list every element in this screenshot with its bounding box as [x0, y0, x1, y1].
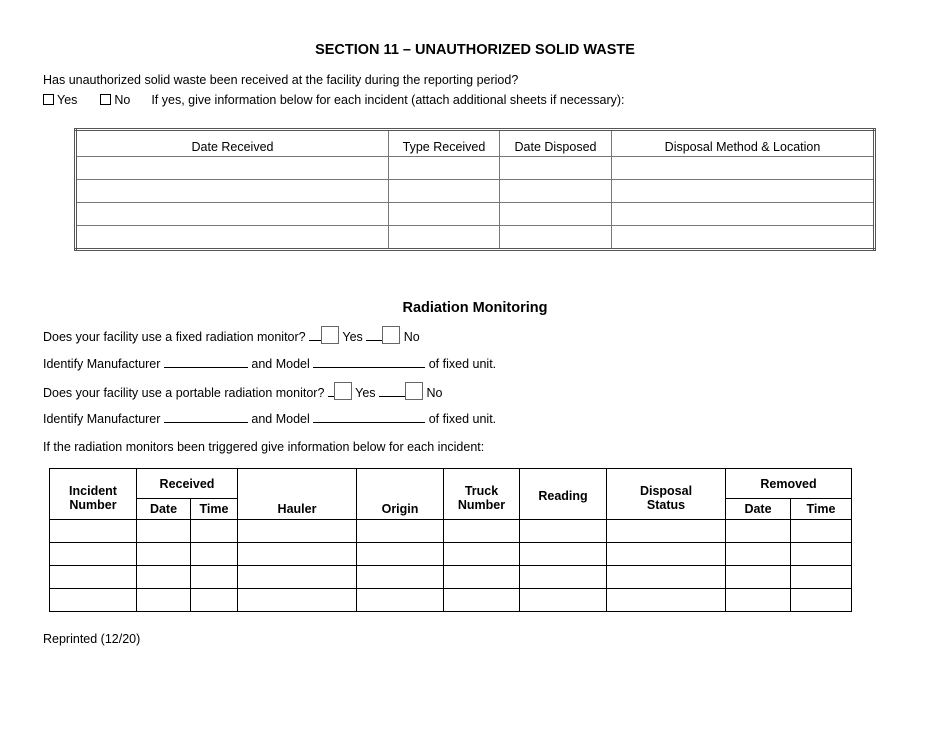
cell-input[interactable] [791, 589, 852, 612]
instruction-text: If yes, give information below for each incident (attach additional sheets if necessary): [151, 93, 625, 107]
portable-no-label: No [426, 386, 443, 400]
cell-input[interactable] [520, 566, 607, 589]
cell-input[interactable] [191, 566, 238, 589]
cell-input[interactable] [389, 226, 500, 250]
header-removed-time: Time [791, 499, 852, 520]
portable-no-box[interactable] [405, 382, 423, 400]
cell-input[interactable] [520, 543, 607, 566]
cell-input[interactable] [50, 543, 137, 566]
table-row [50, 520, 852, 543]
identify-label: Identify Manufacturer [43, 412, 161, 426]
cell-input[interactable] [607, 520, 726, 543]
cell-input[interactable] [357, 543, 444, 566]
header-reading: Reading [520, 469, 607, 520]
fixed-yes-label: Yes [342, 330, 363, 344]
fixed-no-label: No [403, 330, 420, 344]
cell-input[interactable] [726, 543, 791, 566]
identify-row-2 [43, 412, 496, 426]
cell-input[interactable] [238, 520, 357, 543]
cell-input[interactable] [238, 566, 357, 589]
header-hauler: Hauler [238, 469, 357, 520]
manufacturer-field[interactable] [164, 421, 248, 423]
cell-input[interactable] [612, 226, 875, 250]
cell-input[interactable] [191, 589, 238, 612]
identify-label: Identify Manufacturer [43, 357, 161, 371]
cell-input[interactable] [500, 203, 612, 226]
identify-row-1 [43, 357, 496, 371]
cell-input[interactable] [191, 520, 238, 543]
cell-input[interactable] [791, 566, 852, 589]
fixed-question: Does your facility use a fixed radiation monitor? [43, 330, 306, 344]
table-row [76, 203, 875, 226]
header-disposal-status: Disposal Status [607, 469, 726, 520]
cell-input[interactable] [50, 566, 137, 589]
cell-input[interactable] [76, 203, 389, 226]
radiation-table [49, 468, 852, 612]
and-model-label: and Model [251, 412, 310, 426]
cell-input[interactable] [191, 543, 238, 566]
radiation-title: Radiation Monitoring [402, 300, 548, 316]
portable-monitor-row [43, 382, 443, 400]
cell-input[interactable] [238, 589, 357, 612]
cell-input[interactable] [76, 226, 389, 250]
footer-reprinted: Reprinted (12/20) [43, 632, 141, 646]
cell-input[interactable] [500, 157, 612, 180]
model-field[interactable] [313, 366, 425, 368]
cell-input[interactable] [357, 520, 444, 543]
triggered-instruction: If the radiation monitors been triggered give information below for each incident: [43, 440, 485, 454]
table-row [76, 180, 875, 203]
yes-no-row [43, 93, 625, 107]
cell-input[interactable] [612, 180, 875, 203]
portable-yes-box[interactable] [334, 382, 352, 400]
yes-label: Yes [57, 93, 78, 107]
cell-input[interactable] [444, 566, 520, 589]
table-row [76, 157, 875, 180]
cell-input[interactable] [389, 180, 500, 203]
cell-input[interactable] [500, 180, 612, 203]
cell-input[interactable] [607, 543, 726, 566]
header-received: Received [137, 469, 238, 499]
header-date-received: Date Received [76, 130, 389, 157]
cell-input[interactable] [726, 566, 791, 589]
of-fixed-unit-label: of fixed unit. [428, 357, 497, 371]
cell-input[interactable] [389, 203, 500, 226]
cell-input[interactable] [612, 203, 875, 226]
cell-input[interactable] [500, 226, 612, 250]
no-label: No [114, 93, 131, 107]
cell-input[interactable] [726, 520, 791, 543]
header-removed: Removed [726, 469, 852, 499]
cell-input[interactable] [357, 566, 444, 589]
manufacturer-field[interactable] [164, 366, 248, 368]
cell-input[interactable] [357, 589, 444, 612]
table-row [50, 589, 852, 612]
section-title: SECTION 11 – UNAUTHORIZED SOLID WASTE [315, 42, 635, 58]
cell-input[interactable] [50, 589, 137, 612]
cell-input[interactable] [137, 589, 191, 612]
cell-input[interactable] [612, 157, 875, 180]
portable-yes-label: Yes [355, 386, 376, 400]
cell-input[interactable] [444, 543, 520, 566]
table-row [50, 566, 852, 589]
and-model-label: and Model [251, 357, 310, 371]
header-removed-date: Date [726, 499, 791, 520]
header-received-time: Time [191, 499, 238, 520]
cell-input[interactable] [791, 543, 852, 566]
header-truck-number: Truck Number [444, 469, 520, 520]
cell-input[interactable] [238, 543, 357, 566]
header-origin: Origin [357, 469, 444, 520]
table-row [50, 543, 852, 566]
cell-input[interactable] [607, 589, 726, 612]
cell-input[interactable] [520, 520, 607, 543]
cell-input[interactable] [520, 589, 607, 612]
header-type-received: Type Received [389, 130, 500, 157]
table-row [76, 226, 875, 250]
cell-input[interactable] [444, 589, 520, 612]
header-incident-number: Incident Number [50, 469, 137, 520]
cell-input[interactable] [726, 589, 791, 612]
cell-input[interactable] [76, 157, 389, 180]
cell-input[interactable] [50, 520, 137, 543]
cell-input[interactable] [76, 180, 389, 203]
fixed-yes-box[interactable] [321, 326, 339, 344]
fixed-no-box[interactable] [382, 326, 400, 344]
cell-input[interactable] [607, 566, 726, 589]
cell-input[interactable] [137, 520, 191, 543]
header-received-date: Date [137, 499, 191, 520]
of-fixed-unit-label: of fixed unit. [428, 412, 497, 426]
waste-question: Has unauthorized solid waste been received at the facility during the reporting period? [43, 73, 519, 87]
portable-question: Does your facility use a portable radiation monitor? [43, 386, 325, 400]
header-date-disposed: Date Disposed [500, 130, 612, 157]
yes-checkbox[interactable] [43, 94, 54, 105]
cell-input[interactable] [137, 543, 191, 566]
cell-input[interactable] [791, 520, 852, 543]
cell-input[interactable] [444, 520, 520, 543]
cell-input[interactable] [137, 566, 191, 589]
fixed-monitor-row [43, 326, 420, 344]
no-checkbox[interactable] [100, 94, 111, 105]
cell-input[interactable] [389, 157, 500, 180]
header-disposal-method: Disposal Method & Location [612, 130, 875, 157]
incident-table [74, 128, 876, 251]
model-field[interactable] [313, 421, 425, 423]
